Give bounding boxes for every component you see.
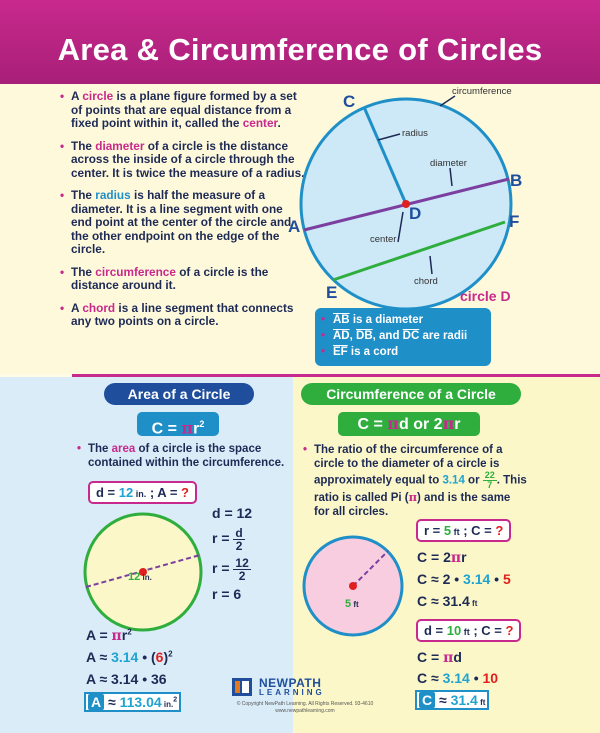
area-step-r2: r = $\frac{12}{2}$ [212, 556, 249, 583]
circumference-heading: Circumference of a Circle [301, 383, 521, 405]
newpath-logo [231, 676, 371, 700]
point-b-label: B [510, 171, 523, 190]
fact-circumference: • The circumference of a circle is the distance around it. [60, 266, 305, 293]
segment-definitions-box [315, 308, 491, 366]
area-heading: Area of a Circle [104, 383, 254, 405]
circumference-given-radius: r = 5 ft ; C = ? [416, 519, 511, 542]
circumference-calc2-answer: C ≈ 31.4 ft [415, 690, 489, 710]
logo-name: NEWPATH [259, 676, 322, 690]
circumference-arrow [440, 96, 455, 106]
circle-diagram [0, 84, 600, 374]
center-tag: center [370, 234, 397, 245]
chord-tag: chord [414, 276, 438, 287]
area-description: • The area of a circle is the space contained within the circumference. [77, 442, 287, 470]
circumference-center-point [349, 582, 357, 590]
circumference-calc1-line1: C = 2πr [417, 549, 467, 566]
area-calc-line2: A ≈ 3.14 • $(6)^2$ [86, 649, 173, 665]
area-circle-label: 12 in. [128, 571, 152, 583]
point-d-label: D [409, 204, 422, 223]
area-step-r3: r = 6 [212, 586, 242, 602]
circumference-calc2-line2: C ≈ 3.14 • 10 [417, 670, 499, 686]
point-f-label: F [509, 212, 520, 231]
definition-radii: • $\overline{AD}$, $\overline{DB}$, and $\overline{DC}$ are radii [321, 328, 485, 344]
circumference-formula: C = πd or 2πr [338, 412, 480, 436]
definition-diameter: • $\overline{AB}$ is a diameter [321, 312, 485, 328]
copyright-text [200, 701, 410, 715]
definitions-section [0, 84, 600, 374]
circumference-calc1-line2: C ≈ 2 • 3.14 • 5 [417, 571, 511, 587]
logo-subtitle: LEARNING [259, 688, 325, 697]
page-title: Area & Circumference of Circles [57, 32, 543, 67]
area-step-r1: r = $\frac{d}{2}$ [212, 526, 243, 553]
circumference-tag: circumference [452, 86, 512, 97]
fact-circle: • A circle is a plane figure formed by a set of points that are equal distance from a fixed point within it, called the center. [60, 90, 305, 131]
circumference-example-circle [298, 529, 408, 639]
header-banner [0, 0, 600, 84]
fact-diameter: • The diameter of a circle is the distance across the inside of a circle through the center. It is twice the measure of a radius. [60, 140, 305, 181]
fact-radius: • The radius is half the measure of a diameter. It is a line segment with one end point at the center of the circle and the other endpoint on the edge of the circle. [60, 189, 305, 257]
diameter-tag: diameter [430, 158, 467, 169]
point-a-label: A [288, 217, 301, 236]
point-c-label: C [343, 92, 356, 111]
logo-book-icon [231, 676, 255, 698]
area-calc-line3: A ≈ 3.14 • 36 [86, 671, 167, 687]
website-line: www.newpathlearning.com [275, 708, 335, 714]
fact-chord: • A chord is a line segment that connects any two points on a circle. [60, 302, 305, 329]
area-formula: $C = \pi r^2$ [137, 412, 219, 436]
definition-cord: • $\overline{EF}$ is a cord [321, 344, 485, 360]
area-calc-line1: $A = \pi r^2$ [86, 627, 132, 644]
area-given: d = 12 in. ; A = ? [88, 481, 197, 504]
circumference-given-diameter: d = 10 ft ; C = ? [416, 619, 521, 642]
circumference-calc1-line3: C ≈ 31.4 ft [417, 593, 478, 609]
circle-name-label: circle D [460, 288, 511, 304]
point-e-label: E [326, 283, 338, 302]
circumference-circle-label: 5 ft [345, 598, 359, 610]
copyright-line: © Copyright NewPath Learning. All Rights Reserved. 93-4610 [236, 701, 374, 707]
circumference-calc2-line1: C = πd [417, 649, 462, 666]
area-calc-answer: A ≈ 113.04 in.$^2$ [84, 692, 181, 712]
radius-tag: radius [402, 128, 428, 139]
pi-description: • The ratio of the circumference of a circle to the diameter of a circle is approximately equal to 3.14 or $\frac{22}{7}$ . This ratio is called Pi (π) and is the same for all circles. [303, 443, 528, 519]
area-step-d: d = 12 [212, 505, 253, 521]
